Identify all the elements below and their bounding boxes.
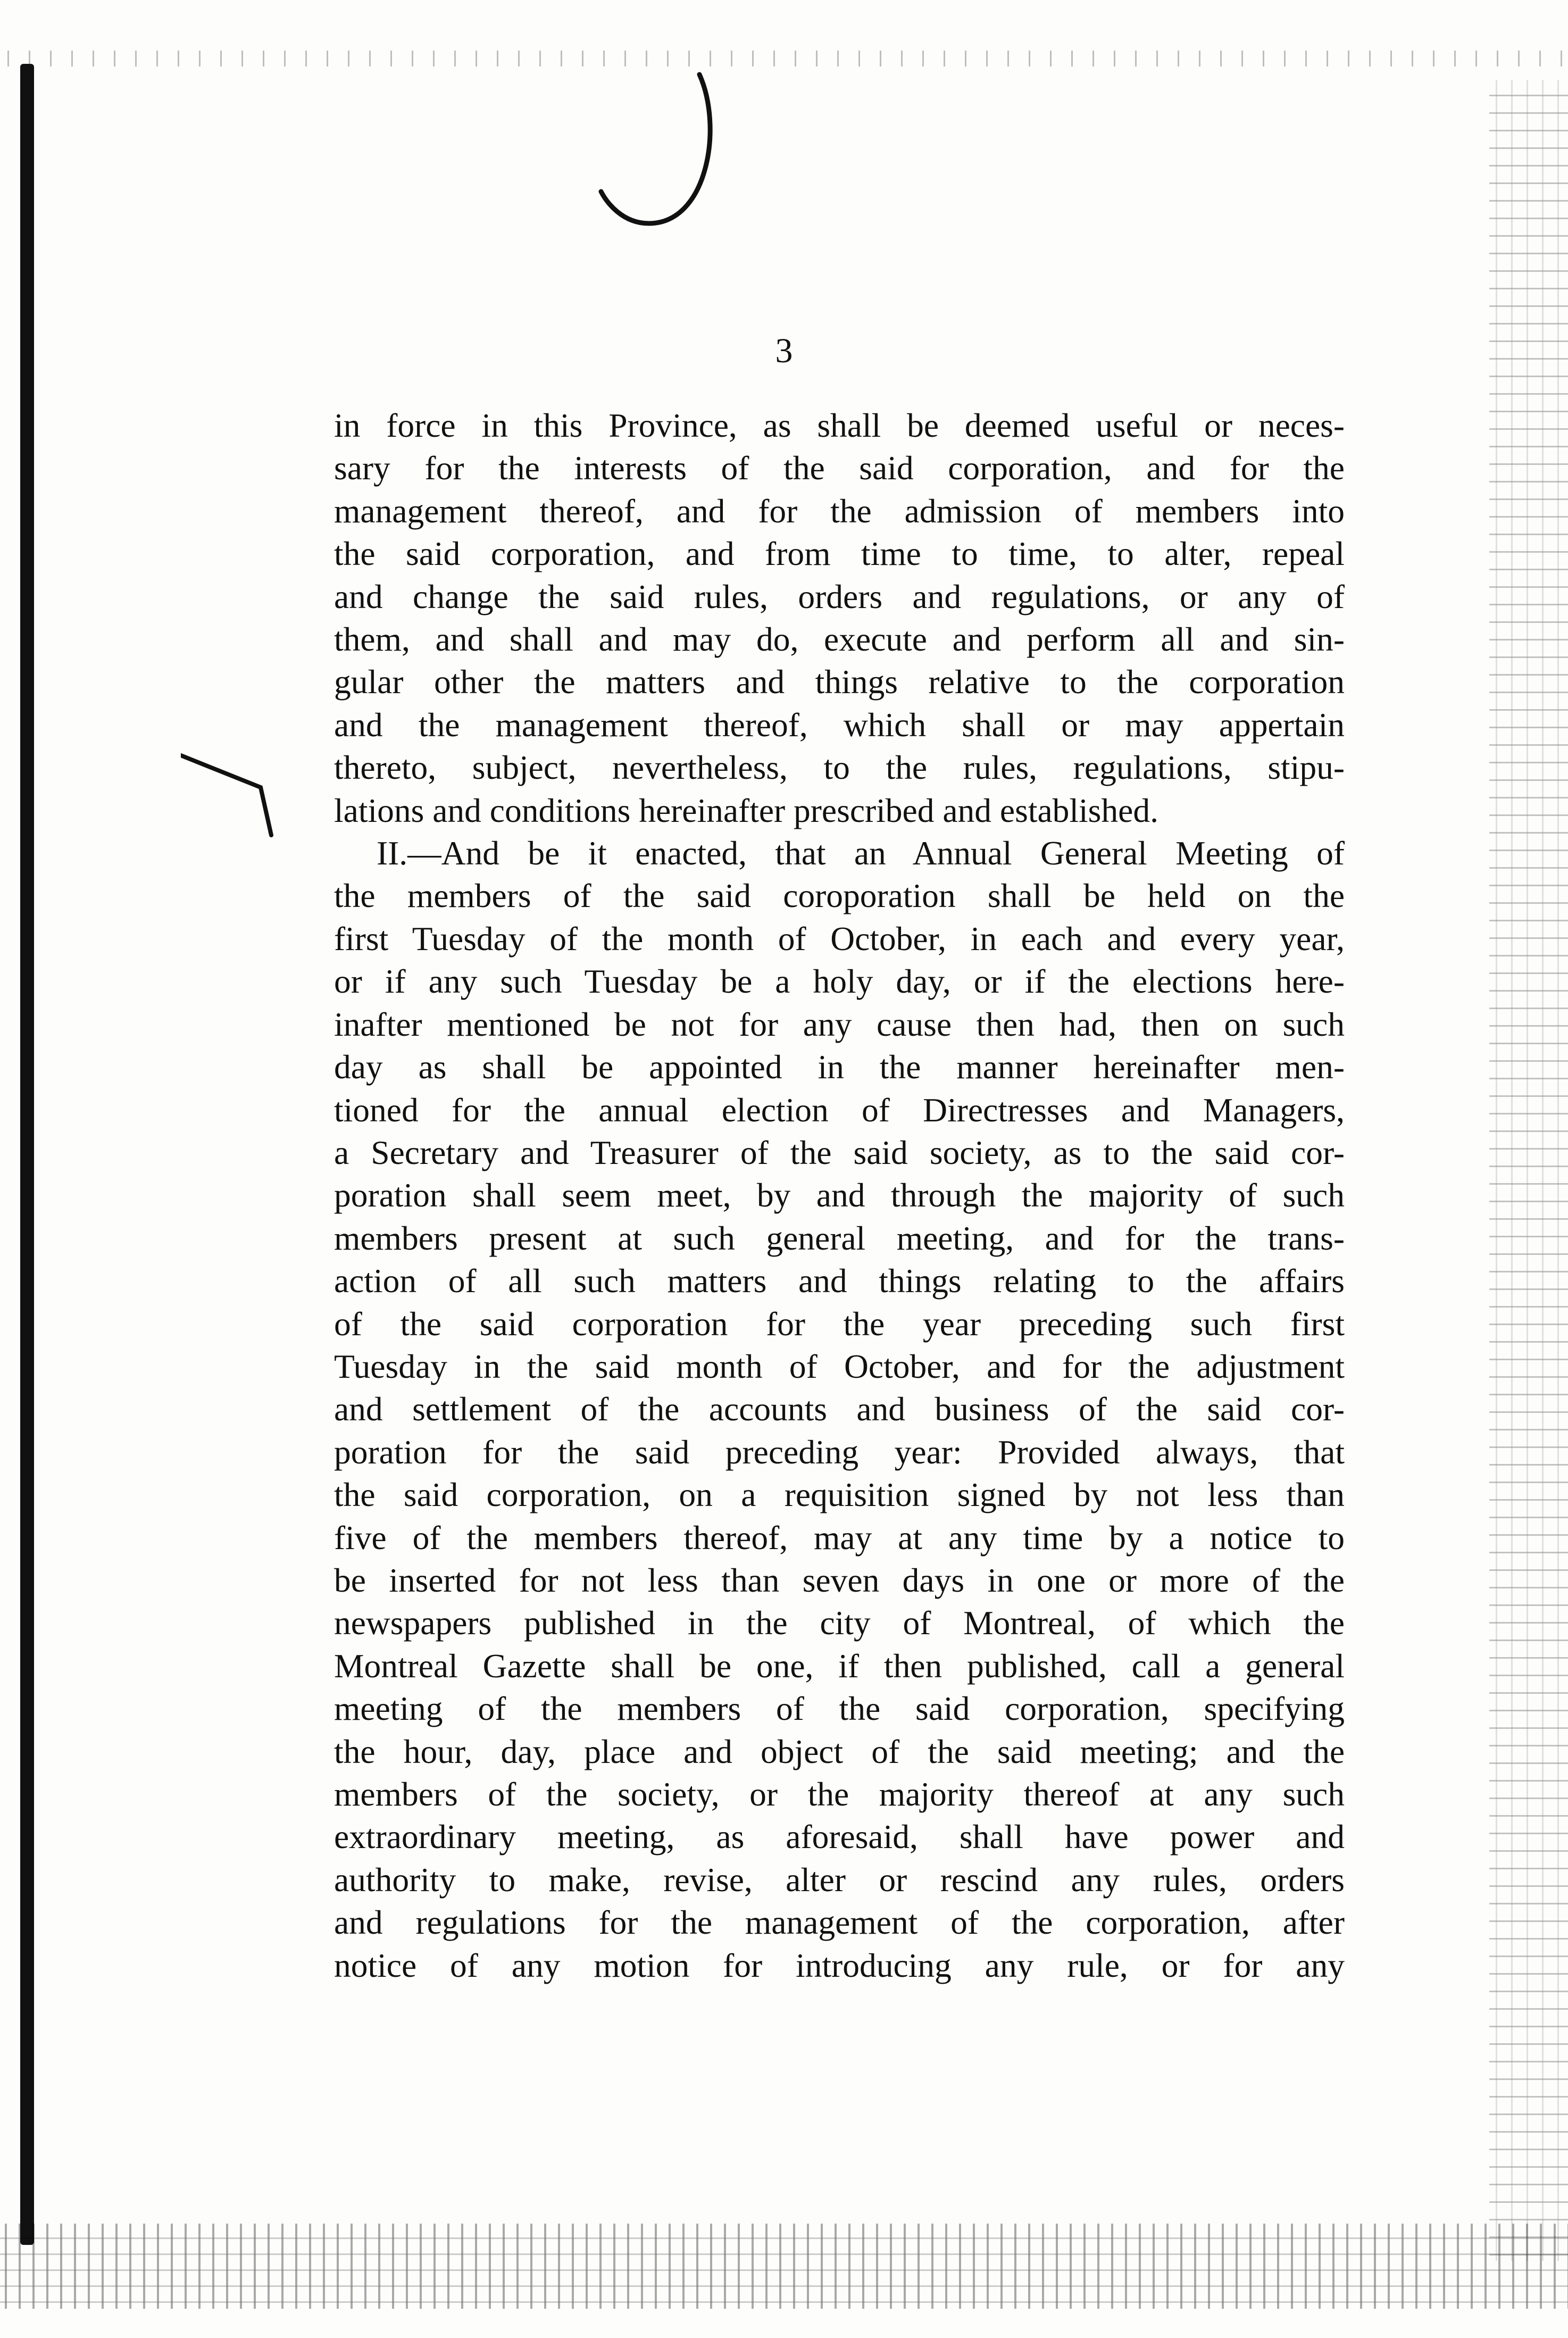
text-line: a Secretary and Treasurer of the said society, as to the said cor- [334,1133,1345,1171]
text-line: poration for the said preceding year: Provided always, that [334,1433,1345,1471]
text-line: and settlement of the accounts and business of the said cor- [334,1390,1345,1428]
text-line: Montreal Gazette shall be one, if then published, call a general [334,1646,1345,1685]
text-line: in force in this Province, as shall be deemed useful or neces- [334,406,1345,444]
text-line: five of the members thereof, may at any time by a notice to [334,1518,1345,1557]
text-line: them, and shall and may do, execute and perform all and sin- [334,620,1345,659]
text-line: the said corporation, on a requisition signed by not less than [334,1476,1345,1514]
margin-tick-mark [181,745,303,841]
scan-noise-top [0,51,1568,66]
text-line: inafter mentioned be not for any cause then had, then on such [334,1005,1345,1043]
text-line: authority to make, revise, alter or rescind any rules, orders [334,1860,1345,1899]
text-line: management thereof, and for the admission of members into [334,492,1345,530]
text-line: lations and conditions hereinafter prescribed and established. [334,791,1158,829]
text-line: and change the said rules, orders and regulations, or any of [334,577,1345,615]
page-number: 3 [775,331,793,370]
body-text [334,404,1345,1987]
text-line: gular other the matters and things relative to the corporation [334,663,1345,701]
text-line: and regulations for the management of the corporation, after [334,1903,1345,1942]
text-line: the hour, day, place and object of the said meeting; and the [334,1732,1345,1770]
text-line: first Tuesday of the month of October, in each and every year, [334,919,1345,958]
scan-noise-right [1489,80,1568,2261]
text-line: tioned for the annual election of Directresses and Managers, [334,1091,1345,1129]
text-line: day as shall be appointed in the manner hereinafter men- [334,1048,1345,1086]
text-line: Tuesday in the said month of October, and for the adjustment [334,1347,1345,1385]
text-line: meeting of the members of the said corporation, specifying [334,1690,1345,1728]
text-line: poration shall seem meet, by and through the majority of such [334,1176,1345,1214]
binding-edge [20,64,34,2245]
text-line: be inserted for not less than seven days in one or more of the [334,1561,1345,1599]
text-line: newspapers published in the city of Montreal, of which the [334,1604,1345,1642]
text-line: action of all such matters and things relating to the affairs [334,1262,1345,1300]
text-line: the said corporation, and from time to time, to alter, repeal [334,535,1345,573]
text-line: and the management thereof, which shall or may appertain [334,705,1345,744]
text-line: the members of the said coroporation shall be held on the [334,877,1345,915]
text-line: or if any such Tuesday be a holy day, or if the elections here- [334,962,1345,1001]
text-line: extraordinary meeting, as aforesaid, shall have power and [334,1818,1345,1856]
pencil-mark [585,64,745,245]
text-line: members of the society, or the majority thereof at any such [334,1775,1345,1813]
text-line: of the said corporation for the year preceding such first [334,1304,1345,1343]
text-line: members present at such general meeting, and for the trans- [334,1219,1345,1257]
text-line: notice of any motion for introducing any rule, or for any [334,1946,1345,1984]
section-heading-line: II.—And be it enacted, that an Annual General Meeting of [377,834,1345,872]
text-line: thereto, subject, nevertheless, to the rules, regulations, stipu- [334,748,1345,787]
scan-noise-bottom [0,2224,1568,2309]
text-line: sary for the interests of the said corporation, and for the [334,449,1345,487]
